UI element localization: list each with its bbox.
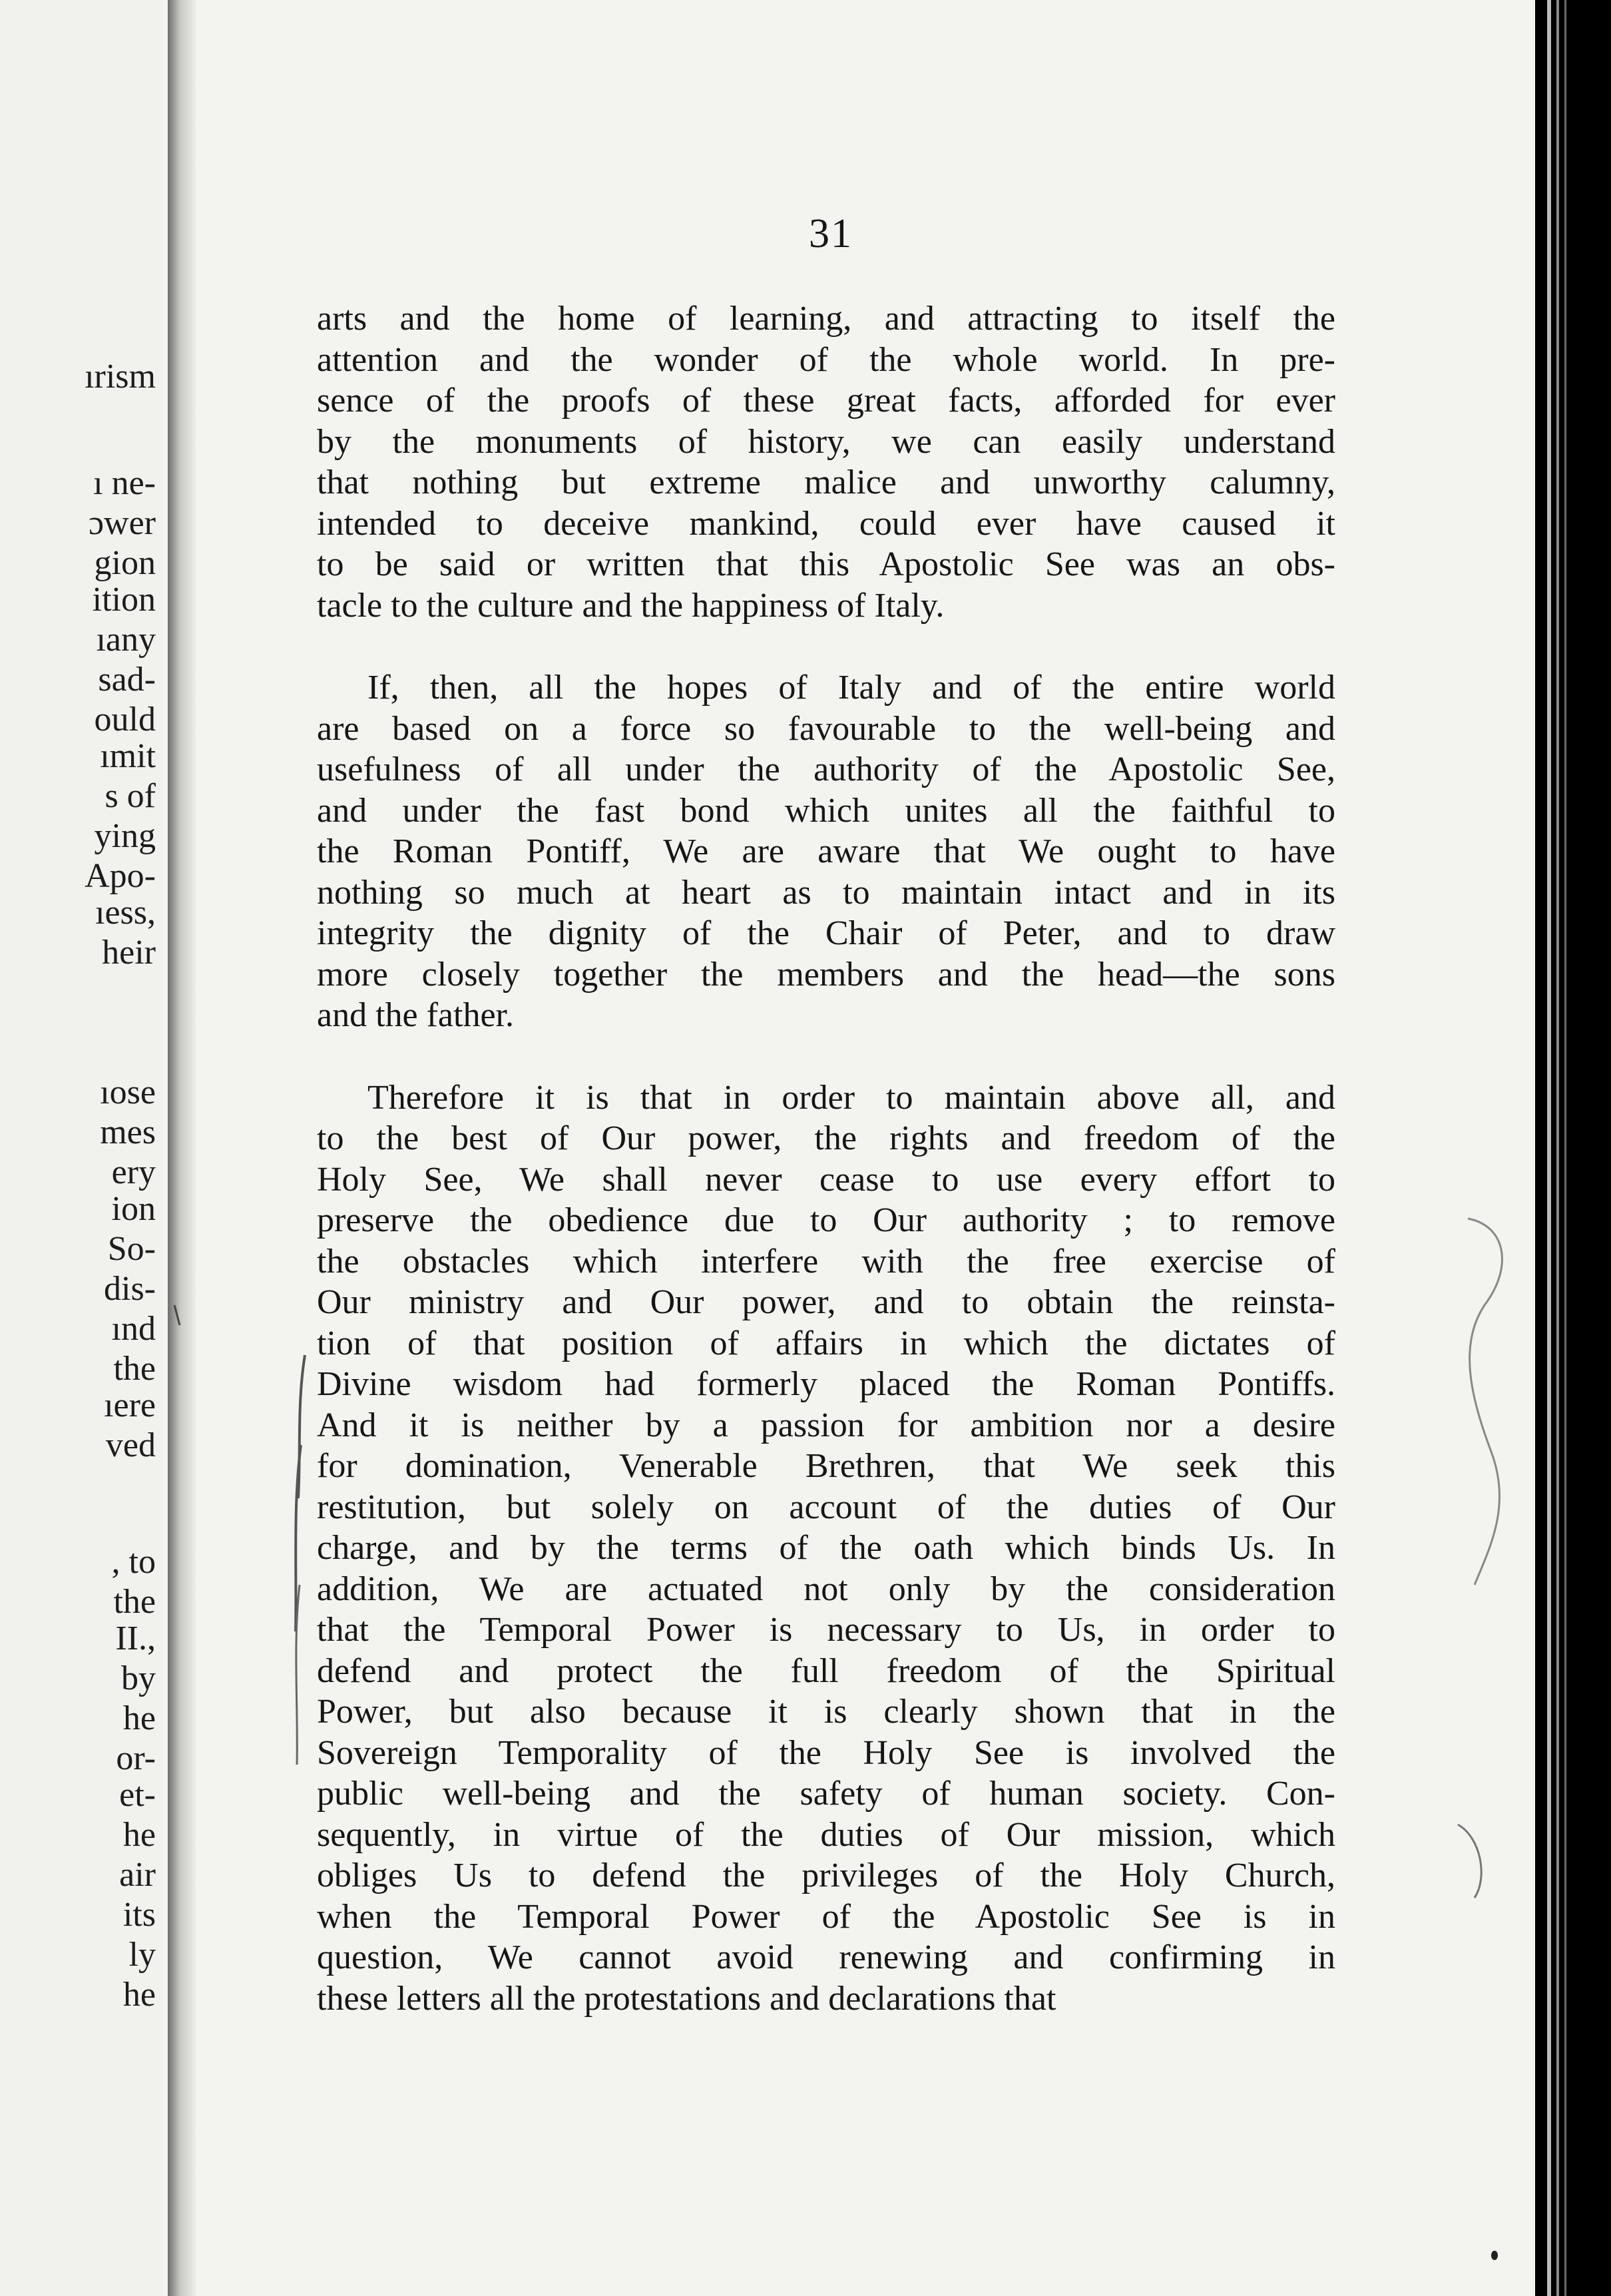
text-line: the obstacles which interfere with the free exercise of bbox=[317, 1242, 1335, 1281]
facing-page-edge bbox=[0, 0, 168, 2296]
facing-page-fragment: he bbox=[122, 1816, 156, 1854]
facing-page-fragment: ımit bbox=[100, 737, 156, 775]
text-line: obliges Us to defend the privileges of the Holy Church, bbox=[317, 1857, 1335, 1894]
facing-page-fragment: mes bbox=[100, 1113, 156, 1151]
text-line: when the Temporal Power of the Apostolic See is in bbox=[317, 1897, 1335, 1936]
text-line: nothing so much at heart as to maintain intact and in its bbox=[317, 873, 1335, 912]
facing-page-fragment: ı ne- bbox=[93, 464, 156, 502]
facing-page-fragment: , to bbox=[111, 1543, 156, 1581]
text-line: If, then, all the hopes of Italy and of the entire world bbox=[367, 669, 1335, 707]
book-gutter bbox=[168, 0, 196, 2296]
text-line: to the best of Our power, the rights and freedom of the bbox=[317, 1119, 1335, 1157]
facing-page-fragment: ery bbox=[111, 1153, 156, 1191]
facing-page-fragment: gion bbox=[94, 544, 156, 582]
facing-page-fragment: So- bbox=[107, 1230, 156, 1268]
text-line: charge, and by the terms of the oath which binds Us. In bbox=[317, 1529, 1335, 1567]
text-line: Our ministry and Our power, and to obtain the reinsta- bbox=[317, 1283, 1335, 1321]
facing-page-fragment: sad- bbox=[98, 661, 156, 699]
facing-page-fragment: ıere bbox=[104, 1386, 156, 1424]
facing-page-fragment: ınd bbox=[111, 1310, 156, 1348]
facing-page-fragment: et- bbox=[119, 1776, 156, 1814]
text-line: addition, We are actuated not only by the consideration bbox=[317, 1570, 1335, 1608]
text-line: public well-being and the safety of human society. Con- bbox=[317, 1775, 1335, 1813]
facing-page-fragment: II., bbox=[115, 1619, 156, 1657]
text-line: and under the fast bond which unites all the faithful to bbox=[317, 791, 1335, 830]
facing-page-fragment: heir bbox=[102, 934, 156, 972]
text-line: and the father. bbox=[317, 996, 514, 1034]
text-line: Divine wisdom had formerly placed the Roman Pontiffs. bbox=[317, 1365, 1335, 1403]
text-line: Power, but also because it is clearly shown that in the bbox=[317, 1693, 1335, 1731]
text-line: defend and protect the full freedom of the Spiritual bbox=[317, 1651, 1335, 1690]
text-line: to be said or written that this Apostolic See was an obs- bbox=[317, 545, 1335, 583]
facing-page-fragment: dis- bbox=[104, 1270, 156, 1308]
text-line: tacle to the culture and the happiness of Italy. bbox=[317, 586, 945, 625]
text-line: by the monuments of history, we can easily understand bbox=[317, 422, 1335, 461]
text-line: these letters all the protestations and declarations that bbox=[317, 1979, 1056, 2018]
text-line: that nothing but extreme malice and unworthy calumny, bbox=[317, 463, 1335, 501]
text-line: And it is neither by a passion for ambition nor a desire bbox=[317, 1406, 1335, 1444]
page-stack-edge bbox=[1535, 0, 1611, 2296]
text-line: sence of the proofs of these great facts, afforded for ever bbox=[317, 382, 1335, 420]
paragraph-1 bbox=[317, 298, 1335, 626]
body-text bbox=[317, 298, 1335, 2060]
text-line: intended to deceive mankind, could ever have caused it bbox=[317, 504, 1335, 543]
facing-page-fragment: s of bbox=[105, 777, 156, 815]
text-line: preserve the obedience due to Our authority ; to remove bbox=[317, 1201, 1335, 1239]
text-line: Holy See, We shall never cease to use every effort to bbox=[317, 1160, 1335, 1199]
text-line: Sovereign Temporality of the Holy See is involved the bbox=[317, 1733, 1335, 1772]
text-line: tion of that position of affairs in which the dictates of bbox=[317, 1324, 1335, 1362]
facing-page-fragment: ly bbox=[128, 1936, 156, 1974]
text-line: more closely together the members and the head—the sons bbox=[317, 955, 1335, 994]
text-line: Therefore it is that in order to maintain above all, and bbox=[367, 1078, 1335, 1117]
text-line: integrity the dignity of the Chair of Peter, and to draw bbox=[317, 914, 1335, 952]
text-line: that the Temporal Power is necessary to Us, in order to bbox=[317, 1611, 1335, 1649]
facing-page-fragment: ırism bbox=[85, 358, 156, 396]
text-line: question, We cannot avoid renewing and confirming in bbox=[317, 1938, 1335, 1976]
ink-spot bbox=[1491, 2251, 1498, 2260]
text-line: for domination, Venerable Brethren, that We seek this bbox=[317, 1447, 1335, 1485]
text-line: restitution, but solely on account of the duties of Our bbox=[317, 1488, 1335, 1526]
facing-page-fragment: the bbox=[113, 1583, 156, 1621]
facing-page-fragment: ion bbox=[111, 1190, 156, 1228]
facing-page-fragment: ying bbox=[94, 817, 156, 855]
facing-page-fragment: or- bbox=[116, 1739, 156, 1777]
facing-page-fragment: ıess, bbox=[95, 894, 156, 932]
facing-page-fragment: Apo- bbox=[85, 857, 156, 895]
facing-page-fragment: ıose bbox=[100, 1073, 156, 1111]
facing-page-fragment: he bbox=[122, 1976, 156, 2014]
text-line: sequently, in virtue of the duties of Our mission, which bbox=[317, 1815, 1335, 1854]
facing-page-fragment: ıany bbox=[96, 621, 156, 659]
facing-page-fragment: ved bbox=[105, 1426, 156, 1464]
facing-page-fragment: he bbox=[122, 1699, 156, 1737]
text-line: attention and the wonder of the whole world. In pre- bbox=[317, 340, 1335, 379]
text-line: arts and the home of learning, and attracting to itself the bbox=[317, 300, 1335, 338]
facing-page-fragment: ition bbox=[92, 581, 156, 619]
text-line: the Roman Pontiff, We are aware that We ought to have bbox=[317, 832, 1335, 870]
facing-page-fragment: ould bbox=[94, 701, 156, 738]
paragraph-3 bbox=[317, 1077, 1335, 2020]
facing-page-fragment: its bbox=[122, 1896, 156, 1934]
page-number: 31 bbox=[809, 211, 853, 256]
text-line: usefulness of all under the authority of the Apostolic See, bbox=[317, 750, 1335, 788]
facing-page-fragment: by bbox=[121, 1659, 156, 1697]
facing-page-fragment: air bbox=[119, 1856, 156, 1894]
paragraph-2 bbox=[317, 667, 1335, 1036]
facing-page-fragment: ɔwer bbox=[88, 504, 156, 542]
text-line: are based on a force so favourable to the well-being and bbox=[317, 709, 1335, 748]
facing-page-fragment: the bbox=[113, 1350, 156, 1388]
